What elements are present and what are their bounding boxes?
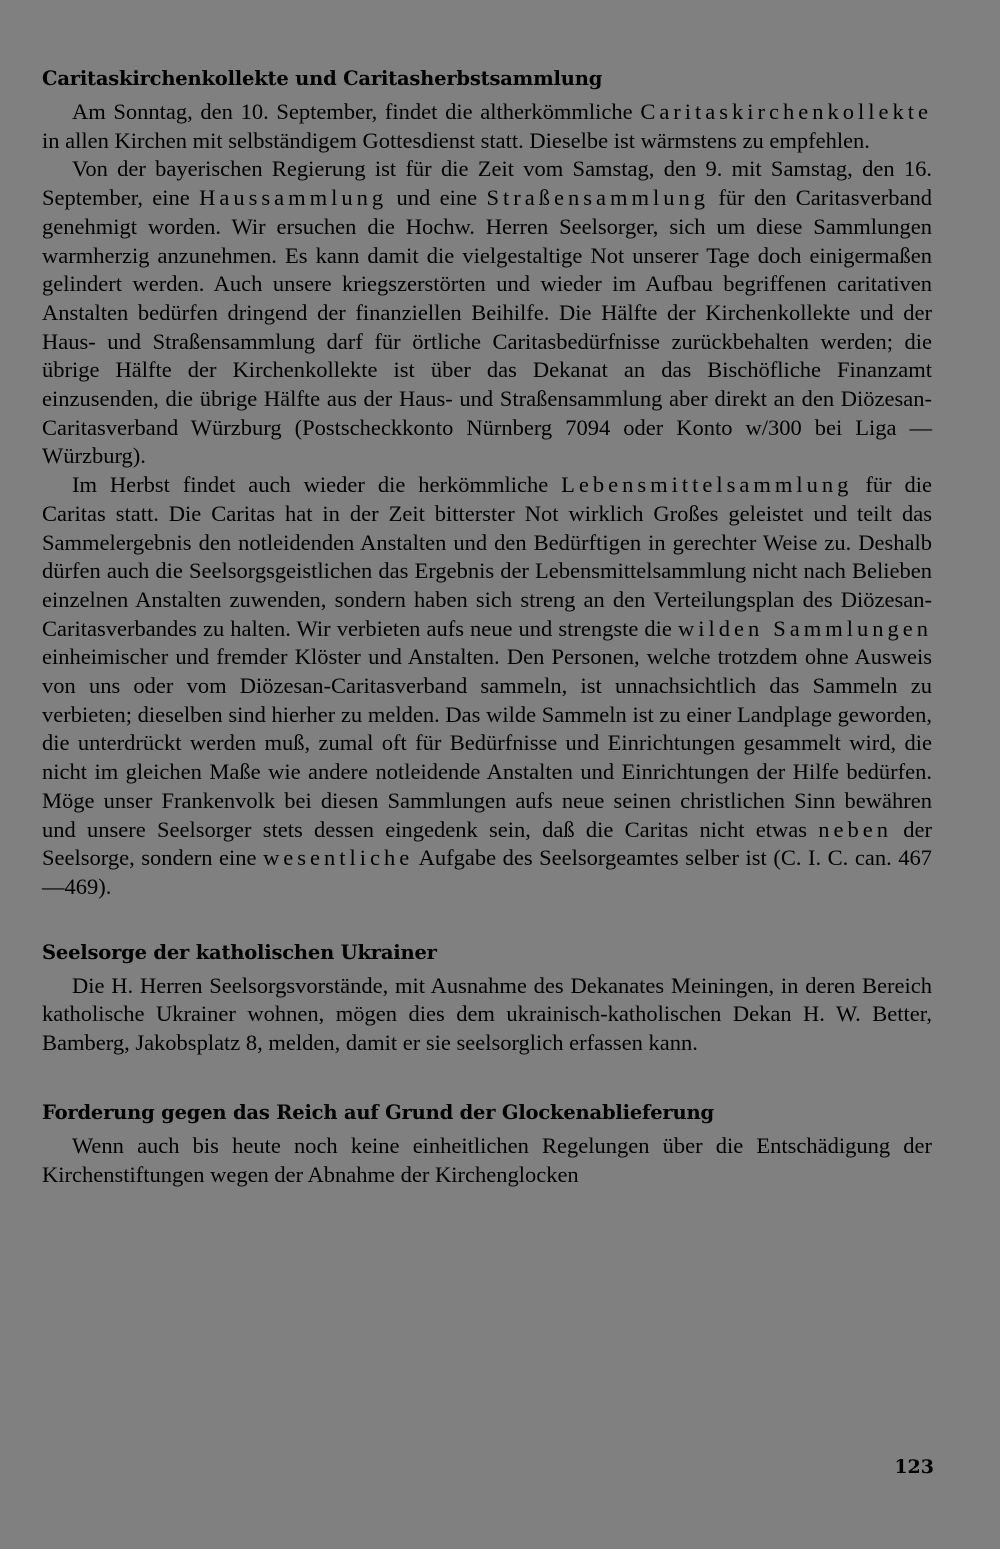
- text-run: Im Herbst findet auch wieder die herkömmliche: [72, 472, 562, 498]
- page-number: 123: [894, 1456, 934, 1478]
- document-page: [42, 64, 932, 1189]
- spaced-term: Straßensammlung: [486, 185, 709, 211]
- spaced-term: Caritaskirchenkollekte: [640, 99, 932, 124]
- text-run: Von der bayerischen Regierung ist für die Zeit vom Samstag, den 9. mit Samstag, den 16. September, eine: [42, 156, 932, 211]
- section-heading: Caritaskirchenkollekte und Caritasherbstsammlung: [42, 67, 603, 90]
- paragraph: Die H. Herren Seelsorgsvorstände, mit Ausnahme des Dekanates Meiningen, in deren Bereich katholische Ukrainer wohnen, mögen dies dem ukrainisch-katholischen Dekan H. W. Better, Bamberg, Jakobsplatz 8, melden, damit er sie seelsorglich erfassen kann.: [42, 972, 932, 1056]
- text-run: für die Caritas statt. Die Caritas hat in der Zeit bitterster Not wirklich Großes geleistet und teilt das Sammelergebnis den notleidenden Anstalten und den Bedürftigen in gerechter Weise zu. Deshalb dürfen auch die Seelsorgsgeistlichen das Ergebnis der Lebensmittelsammlung nicht nach Belieben einzelnen Anstalten zuwenden, sondern haben sich streng an den Verteilungsplan des Diözesan-Caritasverbandes zu halten. Wir verbieten aufs neue und strengste die: [42, 472, 932, 641]
- text-run: Aufgabe des Seelsorgeamtes selber ist (C. I. C. can. 467—469).: [42, 845, 932, 899]
- spaced-term: Lebensmittelsammlung: [561, 472, 853, 498]
- text-run: in allen Kirchen mit selbständigem Gottesdienst statt. Dieselbe ist wärmstens zu empfehlen.: [42, 127, 870, 153]
- paragraph: [42, 98, 932, 155]
- section-heading: Forderung gegen das Reich auf Grund der Glockenablieferung: [42, 1100, 714, 1124]
- spaced-term: neben: [818, 816, 893, 842]
- text-run: Am Sonntag, den 10. September, findet die altherkömmliche: [72, 99, 641, 124]
- section-ukrainer: [42, 938, 932, 1058]
- text-run: und eine: [387, 185, 487, 211]
- section-spacer: [42, 902, 932, 938]
- section-heading: Seelsorge der katholischen Ukrainer: [42, 940, 437, 964]
- section-caritas: [42, 64, 932, 902]
- section-glocken: [42, 1098, 932, 1189]
- paragraph: [42, 155, 932, 471]
- text-run: für den Caritasverband genehmigt worden. Wir ersuchen die Hochw. Herren Seelsorger, sich um diese Sammlungen warmherzig anzunehmen. Es kann damit die vielgestaltige Not unserer Tage doch einigermaßen gelindert werden. Auch unsere kriegszerstörten und wieder im Aufbau begriffenen caritativen Anstalten bedürfen dringend der finanziellen Beihilfe. Die Hälfte der Kirchenkollekte und der Haus- und Straßensammlung darf für örtliche Caritasbedürfnisse zurückbehalten werden; die übrige Hälfte der Kirchenkollekte ist über das Dekanat an das Bischöfliche Finanzamt einzusenden, die übrige Hälfte aus der Haus- und Straßensammlung aber direkt an den Diözesan-Caritasverband Würzburg (Postscheckkonto Nürnberg 7094 oder Konto w/300 bei Liga — Würzburg).: [42, 185, 932, 469]
- text-run: der Seelsorge, sondern eine: [42, 816, 932, 871]
- spaced-term: wilden Sammlungen: [677, 615, 932, 641]
- paragraph: Wenn auch bis heute noch keine einheitlichen Regelungen über die Entschädigung der Kirchenstiftungen wegen der Abnahme der Kirchenglocken: [42, 1132, 932, 1187]
- spaced-term: wesentliche: [263, 845, 414, 871]
- paragraph: [42, 471, 932, 902]
- text-run: einheimischer und fremder Klöster und Anstalten. Den Personen, welche trotzdem ohne Ausweis von uns oder vom Diözesan-Caritasverband sammeln, ist unnachsichtlich das Sammeln zu verbieten; dieselben sind hierher zu melden. Das wilde Sammeln ist zu einer Landplage geworden, die unterdrückt werden muß, zumal oft für Bedürfnisse und Einrichtungen gesammelt wird, die nicht im gleichen Maße wie andere notleidende Anstalten und Einrichtungen der Hilfe bedürfen. Möge unser Frankenvolk bei diesen Sammlungen aufs neue seinen christlichen Sinn bewähren und unsere Seelsorger stets dessen eingedenk sein, daß die Caritas nicht etwas: [42, 644, 932, 842]
- section-spacer: [42, 1058, 932, 1098]
- spaced-term: Haussammlung: [199, 185, 388, 211]
